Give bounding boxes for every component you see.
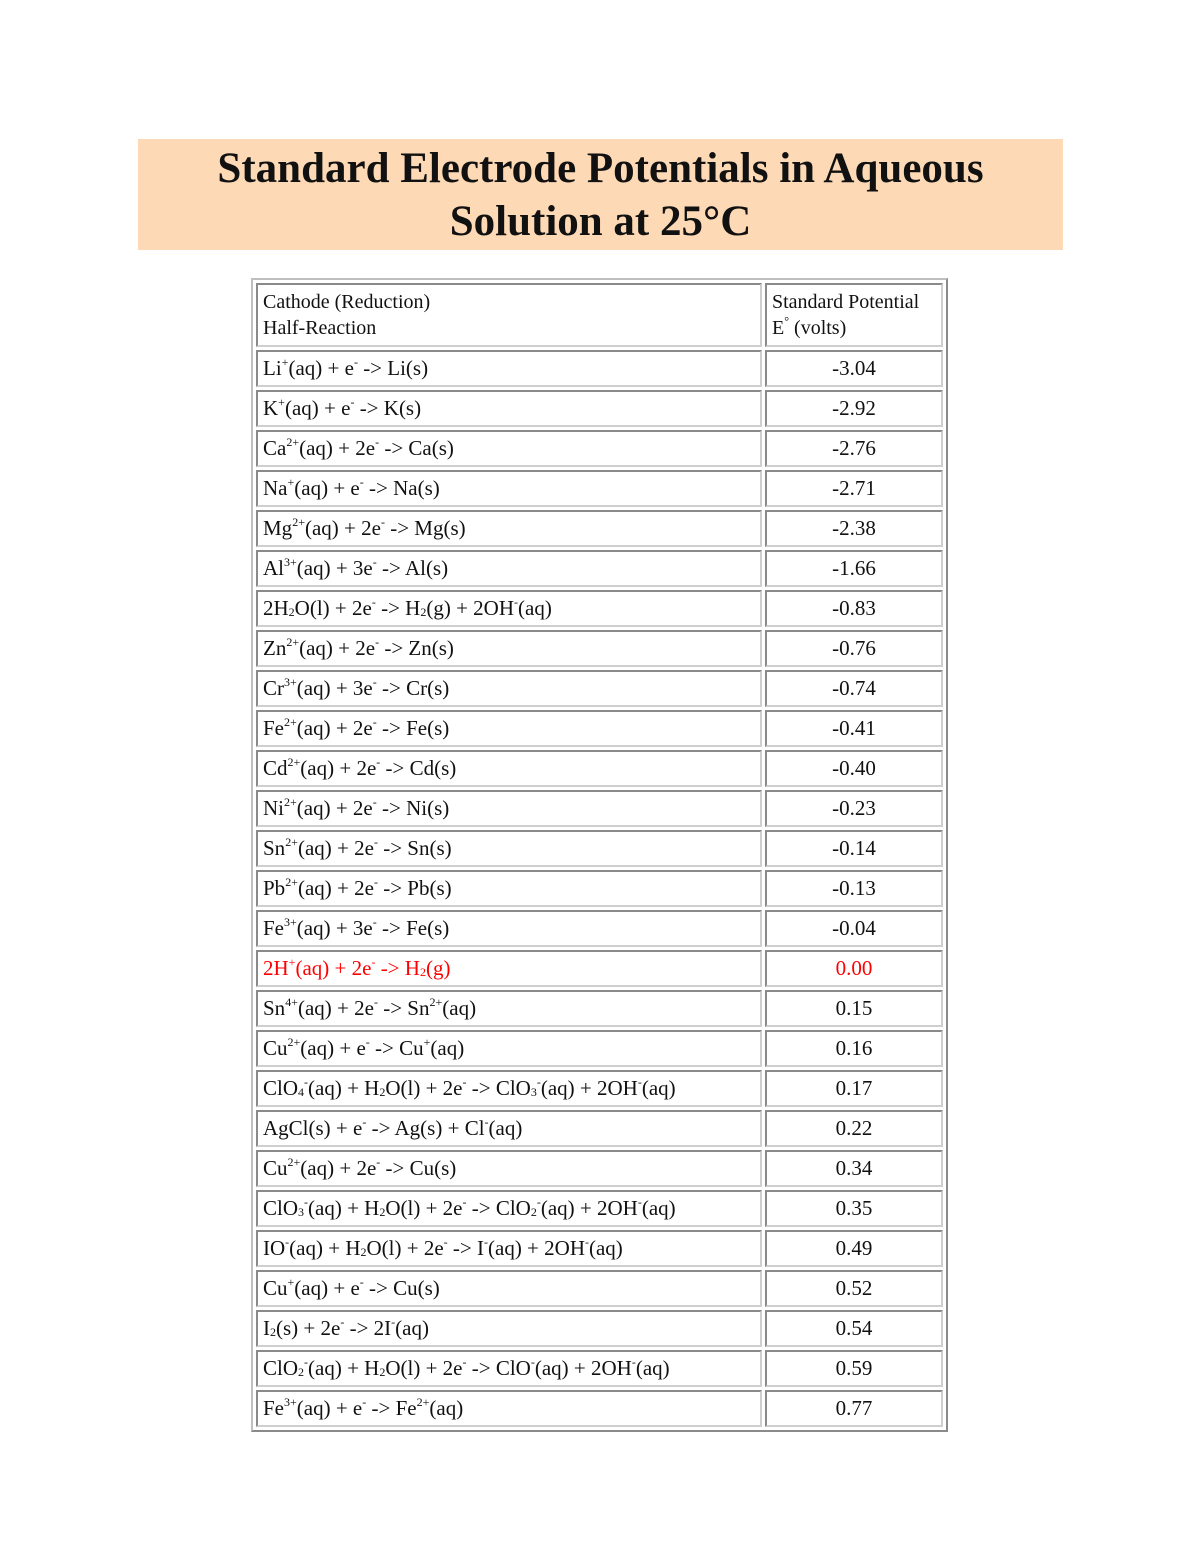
table-row [256, 630, 943, 667]
reaction-superscript: - [373, 875, 378, 889]
reaction-text: IO [263, 1236, 286, 1260]
reaction-text: -> Fe(s) [376, 916, 450, 940]
reaction-text: ClO [263, 1076, 299, 1100]
reaction-text: -> Mg(s) [384, 516, 466, 540]
half-reaction-cell [256, 430, 762, 467]
standard-potential-cell: -0.04 [765, 910, 943, 947]
half-reaction-cell [256, 1390, 762, 1427]
reaction-superscript: + [281, 355, 289, 369]
reaction-text: (aq) + 2OH [540, 1076, 638, 1100]
table-row [256, 550, 943, 587]
reaction-text: -> Cu(s) [363, 1276, 440, 1300]
table-row [256, 510, 943, 547]
reaction-superscript: 3+ [284, 915, 297, 929]
reaction-text: -> Al(s) [376, 556, 449, 580]
reaction-text: O(l) + 2e [366, 1236, 444, 1260]
table-row [256, 830, 943, 867]
reaction-text: (aq) + e [288, 356, 354, 380]
half-reaction-cell [256, 950, 762, 987]
reaction-text: (g) + 2OH [426, 596, 515, 620]
reaction-superscript: - [359, 1275, 364, 1289]
reaction-text: AgCl(s) + e [263, 1116, 363, 1140]
reaction-superscript: 2+ [286, 435, 300, 449]
half-reaction-cell [256, 1030, 762, 1067]
reaction-text: Cu [263, 1156, 288, 1180]
standard-potential-cell: 0.59 [765, 1350, 943, 1387]
reaction-superscript: 2+ [284, 795, 297, 809]
table-row [256, 910, 943, 947]
reaction-text: (aq) + e [284, 396, 351, 420]
header-potential-unit: (volts) [789, 317, 847, 339]
reaction-text: (aq) + 2e [296, 716, 373, 740]
reaction-text: Fe [263, 716, 284, 740]
half-reaction-cell [256, 990, 762, 1027]
half-reaction-cell [256, 1350, 762, 1387]
half-reaction-cell [256, 350, 762, 387]
reaction-superscript: 2+ [287, 755, 301, 769]
half-reaction-cell [256, 710, 762, 747]
half-reaction-cell [256, 790, 762, 827]
half-reaction-cell [256, 870, 762, 907]
header-potential-symbol: E [772, 317, 785, 339]
reaction-text: -> Fe(s) [376, 716, 450, 740]
reaction-text: (s) + 2e [276, 1316, 341, 1340]
reaction-text: ClO [263, 1356, 299, 1380]
reaction-text: O(l) + 2e [294, 596, 372, 620]
reaction-text: (aq) + 2e [304, 516, 381, 540]
reaction-text: (aq) + 2OH [540, 1196, 638, 1220]
standard-potential-cell: 0.34 [765, 1150, 943, 1187]
reaction-superscript: - [631, 1355, 636, 1369]
reaction-text: -> Cu [369, 1036, 424, 1060]
table-header-row [256, 283, 943, 347]
reaction-superscript: - [285, 1235, 290, 1249]
reaction-superscript: - [443, 1235, 448, 1249]
reaction-text: Fe [263, 916, 284, 940]
table-row [256, 430, 943, 467]
header-reaction [256, 283, 762, 347]
standard-potential-cell: -2.92 [765, 390, 943, 427]
standard-potential-cell: 0.17 [765, 1070, 943, 1107]
reaction-superscript: - [536, 1075, 541, 1089]
reaction-text: -> Sn(s) [377, 836, 452, 860]
standard-potential-cell: -1.66 [765, 550, 943, 587]
table-row [256, 1190, 943, 1227]
reaction-text: (aq) + H [308, 1196, 380, 1220]
reaction-text: K [263, 396, 279, 420]
title-line-2: Solution at 25°C [449, 197, 752, 245]
reaction-superscript: 2+ [285, 875, 298, 889]
reaction-text: Cd [263, 756, 288, 780]
half-reaction-cell [256, 750, 762, 787]
standard-potential-cell: -0.76 [765, 630, 943, 667]
reaction-text: -> Fe [366, 1396, 417, 1420]
reaction-superscript: - [462, 1355, 467, 1369]
standard-potential-cell: -0.23 [765, 790, 943, 827]
reaction-text: (aq) [588, 1236, 623, 1260]
half-reaction-cell [256, 390, 762, 427]
reaction-superscript: - [350, 395, 355, 409]
table-row [256, 670, 943, 707]
standard-potential-cell: -0.83 [765, 590, 943, 627]
reaction-superscript: - [484, 1115, 489, 1129]
reaction-subscript: 3 [530, 1085, 537, 1099]
reaction-text: -> K(s) [354, 396, 422, 420]
table-row [256, 390, 943, 427]
reaction-superscript: - [462, 1075, 467, 1089]
reaction-text: Li [263, 356, 282, 380]
reaction-text: (aq) + 3e [296, 556, 373, 580]
reaction-text: (aq) + e [294, 1276, 360, 1300]
half-reaction-cell [256, 830, 762, 867]
reaction-text: O(l) + 2e [385, 1076, 463, 1100]
standard-potential-cell: -2.71 [765, 470, 943, 507]
reaction-text: (aq) + H [308, 1356, 380, 1380]
electrode-potentials-table [251, 278, 948, 1432]
reaction-text: (aq) + 2e [295, 956, 372, 980]
reaction-text: -> Cr(s) [376, 676, 450, 700]
reaction-text: -> 2I [344, 1316, 392, 1340]
reaction-superscript: + [287, 1275, 295, 1289]
table-row [256, 590, 943, 627]
reaction-superscript: - [353, 355, 358, 369]
reaction-superscript: - [372, 675, 377, 689]
reaction-superscript: - [372, 795, 377, 809]
header-reaction-line-1: Cathode (Reduction) [263, 291, 431, 313]
table-row [256, 750, 943, 787]
page-title [217, 142, 983, 248]
half-reaction-cell [256, 590, 762, 627]
reaction-superscript: - [304, 1355, 309, 1369]
reaction-text: (aq) + 2e [296, 796, 373, 820]
reaction-subscript: 4 [298, 1085, 305, 1099]
reaction-superscript: - [373, 995, 378, 1009]
reaction-superscript: - [340, 1315, 345, 1329]
table-row [256, 1350, 943, 1387]
reaction-superscript: 2+ [287, 1035, 301, 1049]
title-line-1: Standard Electrode Potentials in Aqueous [217, 144, 984, 192]
reaction-text: I [263, 1316, 270, 1340]
reaction-text: Fe [263, 1396, 284, 1420]
standard-potential-cell: -0.14 [765, 830, 943, 867]
table-row [256, 870, 943, 907]
reaction-text: (aq) + e [294, 476, 360, 500]
reaction-superscript: - [371, 955, 376, 969]
reaction-superscript: - [362, 1395, 367, 1409]
title-banner [138, 139, 1063, 250]
reaction-text: (aq) + H [289, 1236, 361, 1260]
reaction-text: (aq) + 2e [299, 436, 376, 460]
standard-potential-cell: -0.41 [765, 710, 943, 747]
table-row [256, 1150, 943, 1187]
reaction-text: (aq) + 2e [297, 996, 374, 1020]
reaction-text: Al [263, 556, 284, 580]
reaction-superscript: 4+ [285, 995, 298, 1009]
standard-potential-cell: 0.52 [765, 1270, 943, 1307]
standard-potential-cell: -2.38 [765, 510, 943, 547]
reaction-superscript: + [278, 395, 285, 409]
standard-potential-cell: 0.22 [765, 1110, 943, 1147]
reaction-text: -> Ca(s) [379, 436, 454, 460]
reaction-text: -> Li(s) [357, 356, 429, 380]
reaction-superscript: - [462, 1195, 467, 1209]
half-reaction-cell [256, 1230, 762, 1267]
reaction-superscript: - [375, 435, 380, 449]
reaction-text: Ni [263, 796, 284, 820]
reaction-superscript: + [287, 475, 295, 489]
reaction-text: (aq) + 2OH [488, 1236, 585, 1260]
reaction-text: -> ClO [466, 1076, 531, 1100]
reaction-text: -> H [375, 956, 420, 980]
reaction-superscript: - [376, 755, 381, 769]
half-reaction-cell [256, 1190, 762, 1227]
reaction-superscript: - [380, 515, 385, 529]
reaction-text: Cu [263, 1036, 288, 1060]
reaction-text: -> Na(s) [363, 476, 440, 500]
reaction-text: (aq) [641, 1076, 676, 1100]
reaction-text: (aq) [395, 1316, 429, 1340]
half-reaction-cell [256, 670, 762, 707]
reaction-text: O(l) + 2e [385, 1356, 463, 1380]
reaction-text: -> Ag(s) + Cl [366, 1116, 485, 1140]
reaction-text: (aq) + 2e [300, 756, 377, 780]
reaction-superscript: - [484, 1235, 488, 1249]
reaction-superscript: 3+ [284, 1395, 297, 1409]
reaction-text: Ca [263, 436, 287, 460]
table-row [256, 990, 943, 1027]
reaction-superscript: 2+ [416, 1395, 430, 1409]
half-reaction-cell [256, 1110, 762, 1147]
reaction-subscript: 2 [379, 1085, 386, 1099]
reaction-text: Sn [263, 996, 286, 1020]
table-row [256, 790, 943, 827]
reaction-superscript: - [584, 1235, 589, 1249]
reaction-superscript: - [530, 1355, 535, 1369]
reaction-subscript: 2 [379, 1365, 386, 1379]
reaction-superscript: - [373, 835, 378, 849]
reaction-text: -> ClO [466, 1196, 531, 1220]
reaction-superscript: - [637, 1075, 642, 1089]
reaction-superscript: 2+ [292, 515, 305, 529]
reaction-superscript: + [423, 1035, 431, 1049]
reaction-superscript: 3+ [284, 675, 297, 689]
reaction-text: (aq) [488, 1116, 523, 1140]
standard-potential-cell: 0.15 [765, 990, 943, 1027]
reaction-text: Cu [263, 1276, 288, 1300]
reaction-subscript: 2 [288, 605, 295, 619]
reaction-superscript: 2+ [284, 715, 297, 729]
reaction-text: O(l) + 2e [385, 1196, 463, 1220]
reaction-text: (aq) [442, 996, 477, 1020]
reaction-text: -> Ni(s) [376, 796, 450, 820]
reaction-superscript: - [376, 1155, 381, 1169]
table-row [256, 350, 943, 387]
standard-potential-cell: -3.04 [765, 350, 943, 387]
reaction-subscript: 3 [298, 1205, 305, 1219]
reaction-text: -> ClO [466, 1356, 531, 1380]
reaction-superscript: 2+ [287, 1155, 301, 1169]
half-reaction-cell [256, 470, 762, 507]
reaction-superscript: - [362, 1115, 367, 1129]
reaction-text: (aq) + 3e [296, 916, 373, 940]
reaction-subscript: 2 [530, 1205, 537, 1219]
reaction-superscript: 2+ [286, 635, 300, 649]
reaction-text: Sn [263, 836, 286, 860]
half-reaction-cell [256, 510, 762, 547]
reaction-superscript: - [637, 1195, 642, 1209]
half-reaction-cell [256, 1270, 762, 1307]
reaction-text: (aq) + e [300, 1036, 366, 1060]
reaction-text: (aq) + 2OH [534, 1356, 632, 1380]
reaction-superscript: - [514, 595, 519, 609]
half-reaction-cell [256, 1070, 762, 1107]
standard-potential-cell: -0.74 [765, 670, 943, 707]
half-reaction-cell [256, 1310, 762, 1347]
reaction-superscript: - [304, 1195, 309, 1209]
reaction-superscript: - [371, 595, 376, 609]
standard-potential-cell: -2.76 [765, 430, 943, 467]
reaction-text: -> Sn [377, 996, 430, 1020]
reaction-text: (aq) + 2e [299, 636, 376, 660]
reaction-superscript: - [304, 1075, 309, 1089]
table-row [256, 1070, 943, 1107]
header-potential-line-1: Standard Potential [772, 291, 920, 313]
reaction-text: Pb [263, 876, 286, 900]
reaction-text: (aq) + 2e [300, 1156, 377, 1180]
standard-potential-cell: 0.54 [765, 1310, 943, 1347]
table-row [256, 1110, 943, 1147]
reaction-text: (aq) [429, 1396, 464, 1420]
reaction-text: (aq) + e [296, 1396, 363, 1420]
half-reaction-cell [256, 550, 762, 587]
reaction-subscript: 2 [379, 1205, 386, 1219]
table-row [256, 950, 943, 987]
reaction-text: (aq) [518, 596, 552, 620]
reaction-text: (g) [425, 956, 451, 980]
reaction-superscript: - [375, 635, 380, 649]
standard-potential-cell: 0.49 [765, 1230, 943, 1267]
reaction-subscript: 2 [420, 605, 427, 619]
header-reaction-line-2: Half-Reaction [263, 317, 377, 339]
reaction-text: -> I [447, 1236, 484, 1260]
reaction-subscript: 2 [419, 965, 426, 979]
reaction-text: (aq) + H [308, 1076, 380, 1100]
reaction-text: -> Zn(s) [379, 636, 454, 660]
standard-potential-cell: -0.40 [765, 750, 943, 787]
reaction-text: Na [263, 476, 288, 500]
reaction-text: 2H [263, 956, 289, 980]
table-row [256, 1030, 943, 1067]
reaction-text: (aq) + 3e [296, 676, 373, 700]
reaction-text: (aq) + 2e [297, 836, 374, 860]
table-row [256, 1270, 943, 1307]
reaction-text: Mg [263, 516, 293, 540]
standard-potential-cell: 0.16 [765, 1030, 943, 1067]
reaction-superscript: - [359, 475, 364, 489]
reaction-text: (aq) [635, 1356, 670, 1380]
reaction-subscript: 2 [270, 1325, 276, 1339]
reaction-text: Cr [263, 676, 284, 700]
standard-potential-cell: 0.00 [765, 950, 943, 987]
reaction-text: (aq) + 2e [297, 876, 374, 900]
reaction-text: (aq) [641, 1196, 676, 1220]
header-potential-degree: ° [784, 314, 790, 328]
reaction-superscript: - [391, 1315, 396, 1329]
table-row [256, 1310, 943, 1347]
half-reaction-cell [256, 630, 762, 667]
reaction-superscript: - [372, 915, 377, 929]
reaction-text: -> Cd(s) [380, 756, 457, 780]
standard-potential-cell: 0.35 [765, 1190, 943, 1227]
reaction-superscript: 3+ [284, 555, 297, 569]
reaction-superscript: 2+ [285, 835, 298, 849]
reaction-text: ClO [263, 1196, 299, 1220]
standard-potential-cell: -0.13 [765, 870, 943, 907]
reaction-text: Zn [263, 636, 287, 660]
half-reaction-cell [256, 1150, 762, 1187]
reaction-text: -> H [375, 596, 421, 620]
table-row [256, 1390, 943, 1427]
table-row [256, 710, 943, 747]
reaction-superscript: - [365, 1035, 370, 1049]
header-potential [765, 283, 943, 347]
reaction-superscript: 2+ [429, 995, 443, 1009]
table-row [256, 1230, 943, 1267]
reaction-text: 2H [263, 596, 289, 620]
standard-potential-cell: 0.77 [765, 1390, 943, 1427]
reaction-text: -> Pb(s) [377, 876, 452, 900]
reaction-subscript: 2 [360, 1245, 367, 1259]
reaction-superscript: - [372, 555, 377, 569]
table-row [256, 470, 943, 507]
half-reaction-cell [256, 910, 762, 947]
reaction-superscript: + [288, 955, 296, 969]
reaction-text: -> Cu(s) [380, 1156, 457, 1180]
reaction-superscript: - [536, 1195, 541, 1209]
reaction-text: (aq) [430, 1036, 465, 1060]
reaction-superscript: - [372, 715, 377, 729]
reaction-subscript: 2 [298, 1365, 305, 1379]
